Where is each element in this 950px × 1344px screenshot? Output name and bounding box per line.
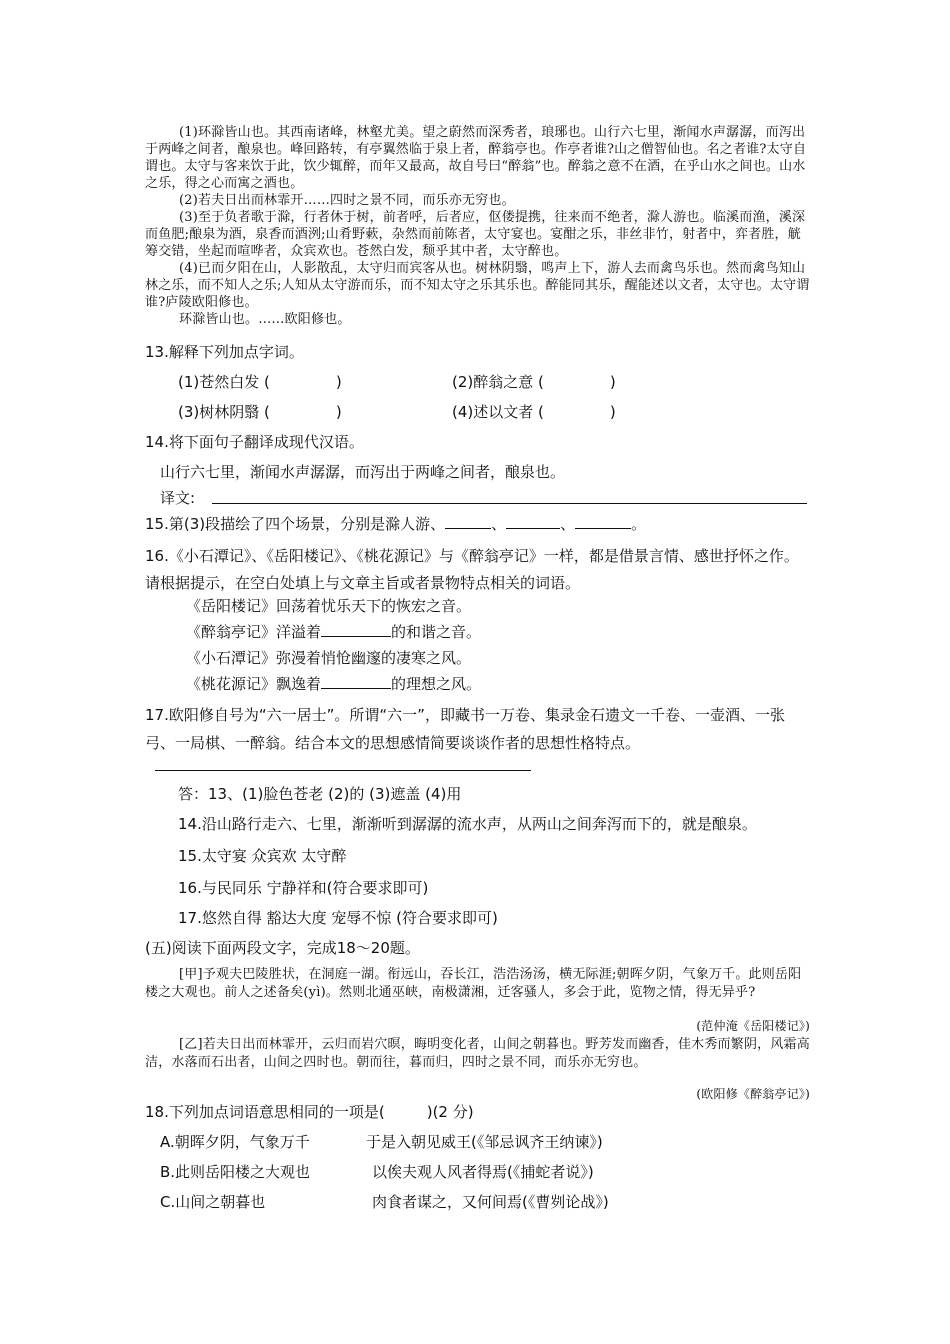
passage-paragraph-3: (3)至于负者歌于滁，行者休于树，前者呼，后者应，伛偻提携，往来而不绝者，滁人游也。临溪而渔，溪深而鱼肥;酿泉为酒，泉香而酒洌;山肴野蔌，杂然而前陈者，太守宴也。宴酣之乐，非丝非竹，射者中，弈者胜，觥筹交错，坐起而喧哗者，众宾欢也。苍然白发，颓乎其中者，太守醉也。 [145, 210, 806, 259]
q13-item-1-text: (1)苍然白发 ( [178, 373, 270, 391]
passage-paragraph-4: (4)已而夕阳在山，人影散乱，太守归而宾客从也。树林阴翳，鸣声上下，游人去而禽鸟乐也。然而禽鸟知山林之乐，而不知人之乐;人知从太守游而乐，而不知太守之乐其乐也。醉能同其乐，醒能述以文者，太守也。太守谓谁?庐陵欧阳修也。 [145, 261, 810, 310]
passage-zuiwengting [145, 124, 810, 328]
q18-title-end: )(2 分) [426, 1103, 474, 1121]
q13-item-3 [178, 402, 342, 422]
section-5-intro: (五)阅读下面两段文字，完成18～20题。 [145, 939, 420, 957]
passage-yi-source: (欧阳修《醉翁亭记》) [696, 1087, 810, 1101]
q15-sep: 、 [560, 515, 576, 533]
q13-item-4 [452, 402, 616, 422]
q16-line-2-b: 的和谐之音。 [391, 623, 482, 641]
q15-blank-3[interactable] [575, 514, 631, 529]
question-13-title: 13.解释下列加点字词。 [145, 343, 304, 361]
q13-item-2-text: (2)醉翁之意 ( [452, 373, 544, 391]
q13-paren: ) [335, 373, 342, 391]
q16-line-1: 《岳阳楼记》回荡着忧乐天下的恢宏之音。 [186, 597, 472, 615]
question-16: 16.《小石潭记》、《岳阳楼记》、《桃花源记》与《醉翁亭记》一样，都是借景言情、感世抒怀之作。请根据提示，在空白处填上与文章主旨或者景物特点相关的词语。 [145, 547, 799, 592]
question-15 [145, 514, 646, 534]
q17-answer-line[interactable] [155, 770, 531, 771]
q15-text: 15.第(3)段描绘了四个场景，分别是滁人游、 [145, 515, 446, 533]
q14-sentence: 山行六七里，渐闻水声潺潺，而泻出于两峰之间者，酿泉也。 [160, 463, 566, 481]
passage-paragraph-2: (2)若夫日出而林霏开……四时之景不同，而乐亦无穷也。 [179, 193, 515, 208]
q13-item-4-text: (4)述以文者 ( [452, 403, 544, 421]
q13-item-1 [178, 372, 342, 392]
q16-line-4 [186, 674, 481, 694]
q18-option-b-1: B.此则岳阳楼之大观也 [160, 1163, 311, 1181]
passage-paragraph-5: 环滁皆山也。……欧阳修也。 [179, 312, 351, 327]
answer-17: 17.悠然自得 豁达大度 宠辱不惊 (符合要求即可) [178, 909, 498, 927]
q13-paren: ) [609, 373, 616, 391]
q16-line-2-a: 《醉翁亭记》洋溢着 [186, 623, 322, 641]
q18-option-a-2: 于是入朝见威王(《邹忌讽齐王纳谏》) [366, 1133, 603, 1151]
question-14-title: 14.将下面句子翻译成现代汉语。 [145, 433, 364, 451]
answer-16: 16.与民同乐 宁静祥和(符合要求即可) [178, 879, 429, 897]
q18-option-c-1: C.山间之朝暮也 [160, 1193, 266, 1211]
q15-end: 。 [631, 515, 647, 533]
q18-option-b-2: 以俟夫观人风者得焉(《捕蛇者说》) [372, 1163, 594, 1181]
answer-15: 15.太守宴 众宾欢 太守醉 [178, 847, 347, 865]
q13-paren: ) [335, 403, 342, 421]
q14-answer-line[interactable] [212, 503, 807, 504]
q13-item-3-text: (3)树林阴翳 ( [178, 403, 270, 421]
q13-paren: ) [609, 403, 616, 421]
answer-14: 14.沿山路行走六、七里，渐渐听到潺潺的流水声，从两山之间奔泻而下的，就是酿泉。 [178, 815, 757, 833]
q16-line-4-a: 《桃花源记》飘逸着 [186, 675, 322, 693]
q18-title-text: 18.下列加点词语意思相同的一项是( [145, 1103, 385, 1121]
q15-blank-2[interactable] [506, 514, 560, 529]
q18-option-a-1: A.朝晖夕阴，气象万千 [160, 1133, 310, 1151]
passage-jia-source: (范仲淹《岳阳楼记》) [696, 1019, 810, 1033]
q14-translation-label: 译文: [160, 489, 196, 507]
answer-13: 答：13、(1)脸色苍老 (2)的 (3)遮盖 (4)用 [178, 785, 462, 803]
q18-option-c-2: 肉食者谋之，又何间焉(《曹刿论战》) [372, 1193, 609, 1211]
q15-blank-1[interactable] [445, 514, 491, 529]
q16-line-2 [186, 622, 481, 642]
passage-yi: [乙]若夫日出而林霏开，云归而岩穴暝，晦明变化者，山间之朝暮也。野芳发而幽香，佳木秀而繁阴，风霜高洁，水落而石出者，山间之四时也。朝而往，暮而归，四时之景不同，而乐亦无穷也。 [145, 1037, 810, 1070]
q16-blank-1[interactable] [321, 622, 391, 637]
q16-line-3: 《小石潭记》弥漫着悄怆幽邃的凄寒之风。 [186, 649, 472, 667]
q16-blank-2[interactable] [321, 674, 391, 689]
question-17: 17.欧阳修自号为“六一居士”。所谓“六一”，即藏书一万卷、集录金石遗文一千卷、一壶酒、一张弓、一局棋、一醉翁。结合本文的思想感情简要谈谈作者的思想性格特点。 [145, 706, 785, 752]
passage-paragraph-1: (1)环滁皆山也。其西南诸峰，林壑尤美。望之蔚然而深秀者，琅琊也。山行六七里，渐闻水声潺潺，而泻出于两峰之间者，酿泉也。峰回路转，有亭翼然临于泉上者，醉翁亭也。作亭者谁?山之僧智仙也。名之者谁?太守自谓也。太守与客来饮于此，饮少辄醉，而年又最高，故自号曰“醉翁”也。醉翁之意不在酒，在乎山水之间也。山水之乐，得之心而寓之酒也。 [145, 125, 807, 191]
question-18-title [145, 1102, 474, 1122]
q16-line-4-b: 的理想之风。 [391, 675, 482, 693]
q13-item-2 [452, 372, 616, 392]
passage-jia: [甲]予观夫巴陵胜状，在洞庭一湖。衔远山，吞长江，浩浩汤汤，横无际涯;朝晖夕阴，气象万千。此则岳阳楼之大观也。前人之述备矣(yì)。然则北通巫峡，南极潇湘，迁客骚人，多会于此，览物之情，得无异乎? [145, 967, 802, 1000]
q15-sep: 、 [491, 515, 507, 533]
